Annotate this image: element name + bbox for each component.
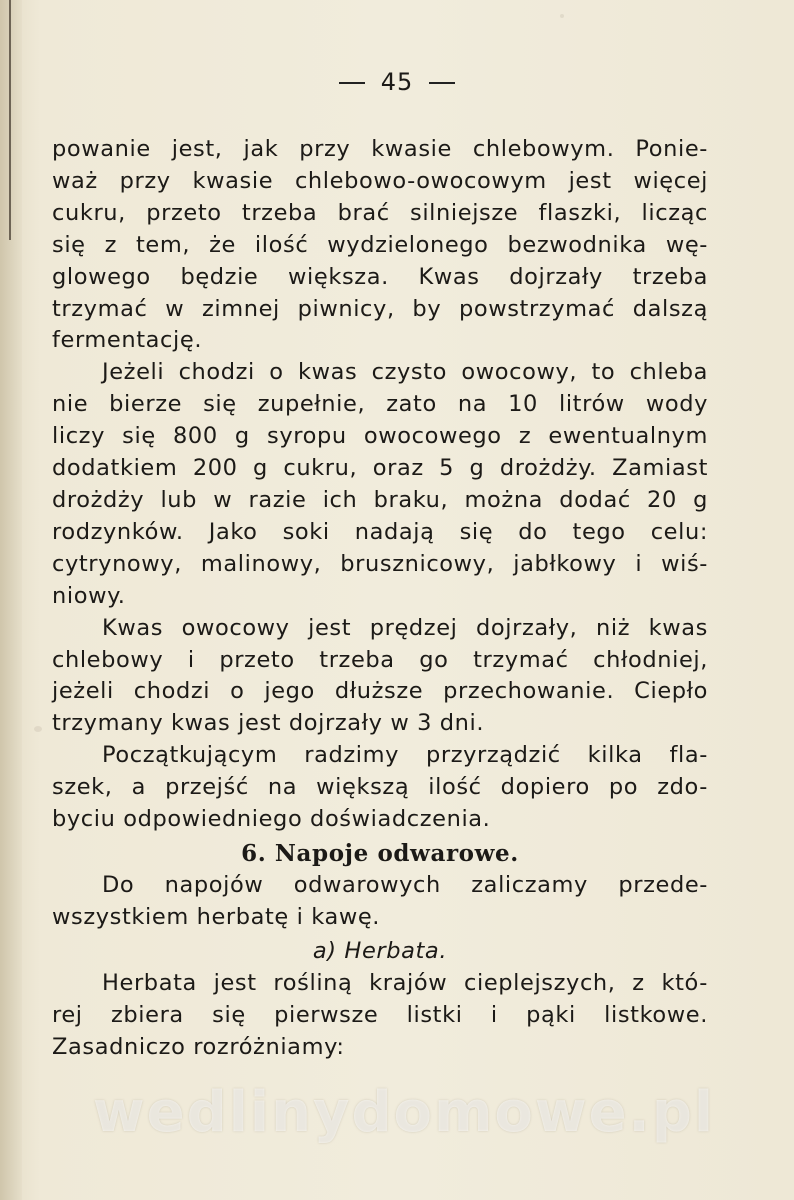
text-line: trzymany kwas jest dojrzały w 3 dni.	[52, 710, 485, 737]
header-dash-right	[429, 82, 455, 84]
text-line: liczy się 800 g syropu owocowego z ewentualnym	[52, 423, 708, 450]
paper-speck	[34, 726, 42, 732]
text-line: Początkującym radzimy przyrządzić kilka fla-	[102, 742, 708, 769]
text-line: byciu odpowiedniego doświadczenia.	[52, 806, 491, 833]
text-line: Zasadniczo rozróżniamy:	[52, 1033, 345, 1060]
text-line: glowego będzie większa. Kwas dojrzały trzeba	[52, 263, 708, 290]
text-line: niowy.	[52, 582, 126, 609]
text-line: wszystkiem herbatę i kawę.	[52, 903, 381, 930]
page-header	[0, 68, 794, 96]
header-dash-left	[339, 82, 365, 84]
text-line: jeżeli chodzi o jego dłuższe przechowanie. Ciepło	[52, 678, 708, 705]
section-heading: 6. Napoje odwarowe.	[241, 839, 519, 867]
watermark: wedlinydomowe.pl	[92, 1080, 716, 1145]
text-line: szek, a przejść na większą ilość dopiero po zdo-	[52, 774, 708, 801]
body-text	[52, 134, 708, 1063]
text-line: cytrynowy, malinowy, brusznicowy, jabłkowy i wiś-	[52, 550, 708, 577]
text-line: chlebowy i przeto trzeba go trzymać chłodniej,	[52, 646, 708, 673]
text-line: fermentację.	[52, 327, 203, 354]
text-line: Do napojów odwarowych zaliczamy przede-	[102, 871, 708, 898]
text-line: Herbata jest rośliną krajów cieplejszych, z któ-	[102, 969, 708, 996]
text-line: powanie jest, jak przy kwasie chlebowym. Ponie-	[52, 136, 708, 162]
page-number: 45	[380, 68, 414, 96]
text-line: rej zbiera się pierwsze listki i pąki listkowe.	[52, 1001, 708, 1028]
paper-speck	[560, 14, 564, 18]
text-line: się z tem, że ilość wydzielonego bezwodnika wę-	[52, 231, 708, 258]
text-line: dodatkiem 200 g cukru, oraz 5 g drożdży. Zamiast	[52, 455, 708, 482]
text-line: drożdży lub w razie ich braku, można dodać 20 g	[52, 486, 708, 513]
text-line: Kwas owocowy jest prędzej dojrzały, niż kwas	[102, 614, 708, 641]
text-line: trzymać w zimnej piwnicy, by powstrzymać dalszą	[52, 295, 708, 322]
text-line: Jeżeli chodzi o kwas czysto owocowy, to chleba	[102, 359, 708, 386]
text-line: nie bierze się zupełnie, zato na 10 litrów wody	[52, 391, 708, 418]
text-line: waż przy kwasie chlebowo-owocowym jest więcej	[52, 167, 708, 194]
page-binding	[0, 0, 22, 1200]
text-line: rodzynków. Jako soki nadają się do tego celu:	[52, 518, 708, 545]
binding-edge-line	[9, 0, 11, 240]
subsection-heading: a) Herbata.	[312, 937, 448, 964]
text-line: cukru, przeto trzeba brać silniejsze flaszki, licząc	[52, 199, 708, 226]
